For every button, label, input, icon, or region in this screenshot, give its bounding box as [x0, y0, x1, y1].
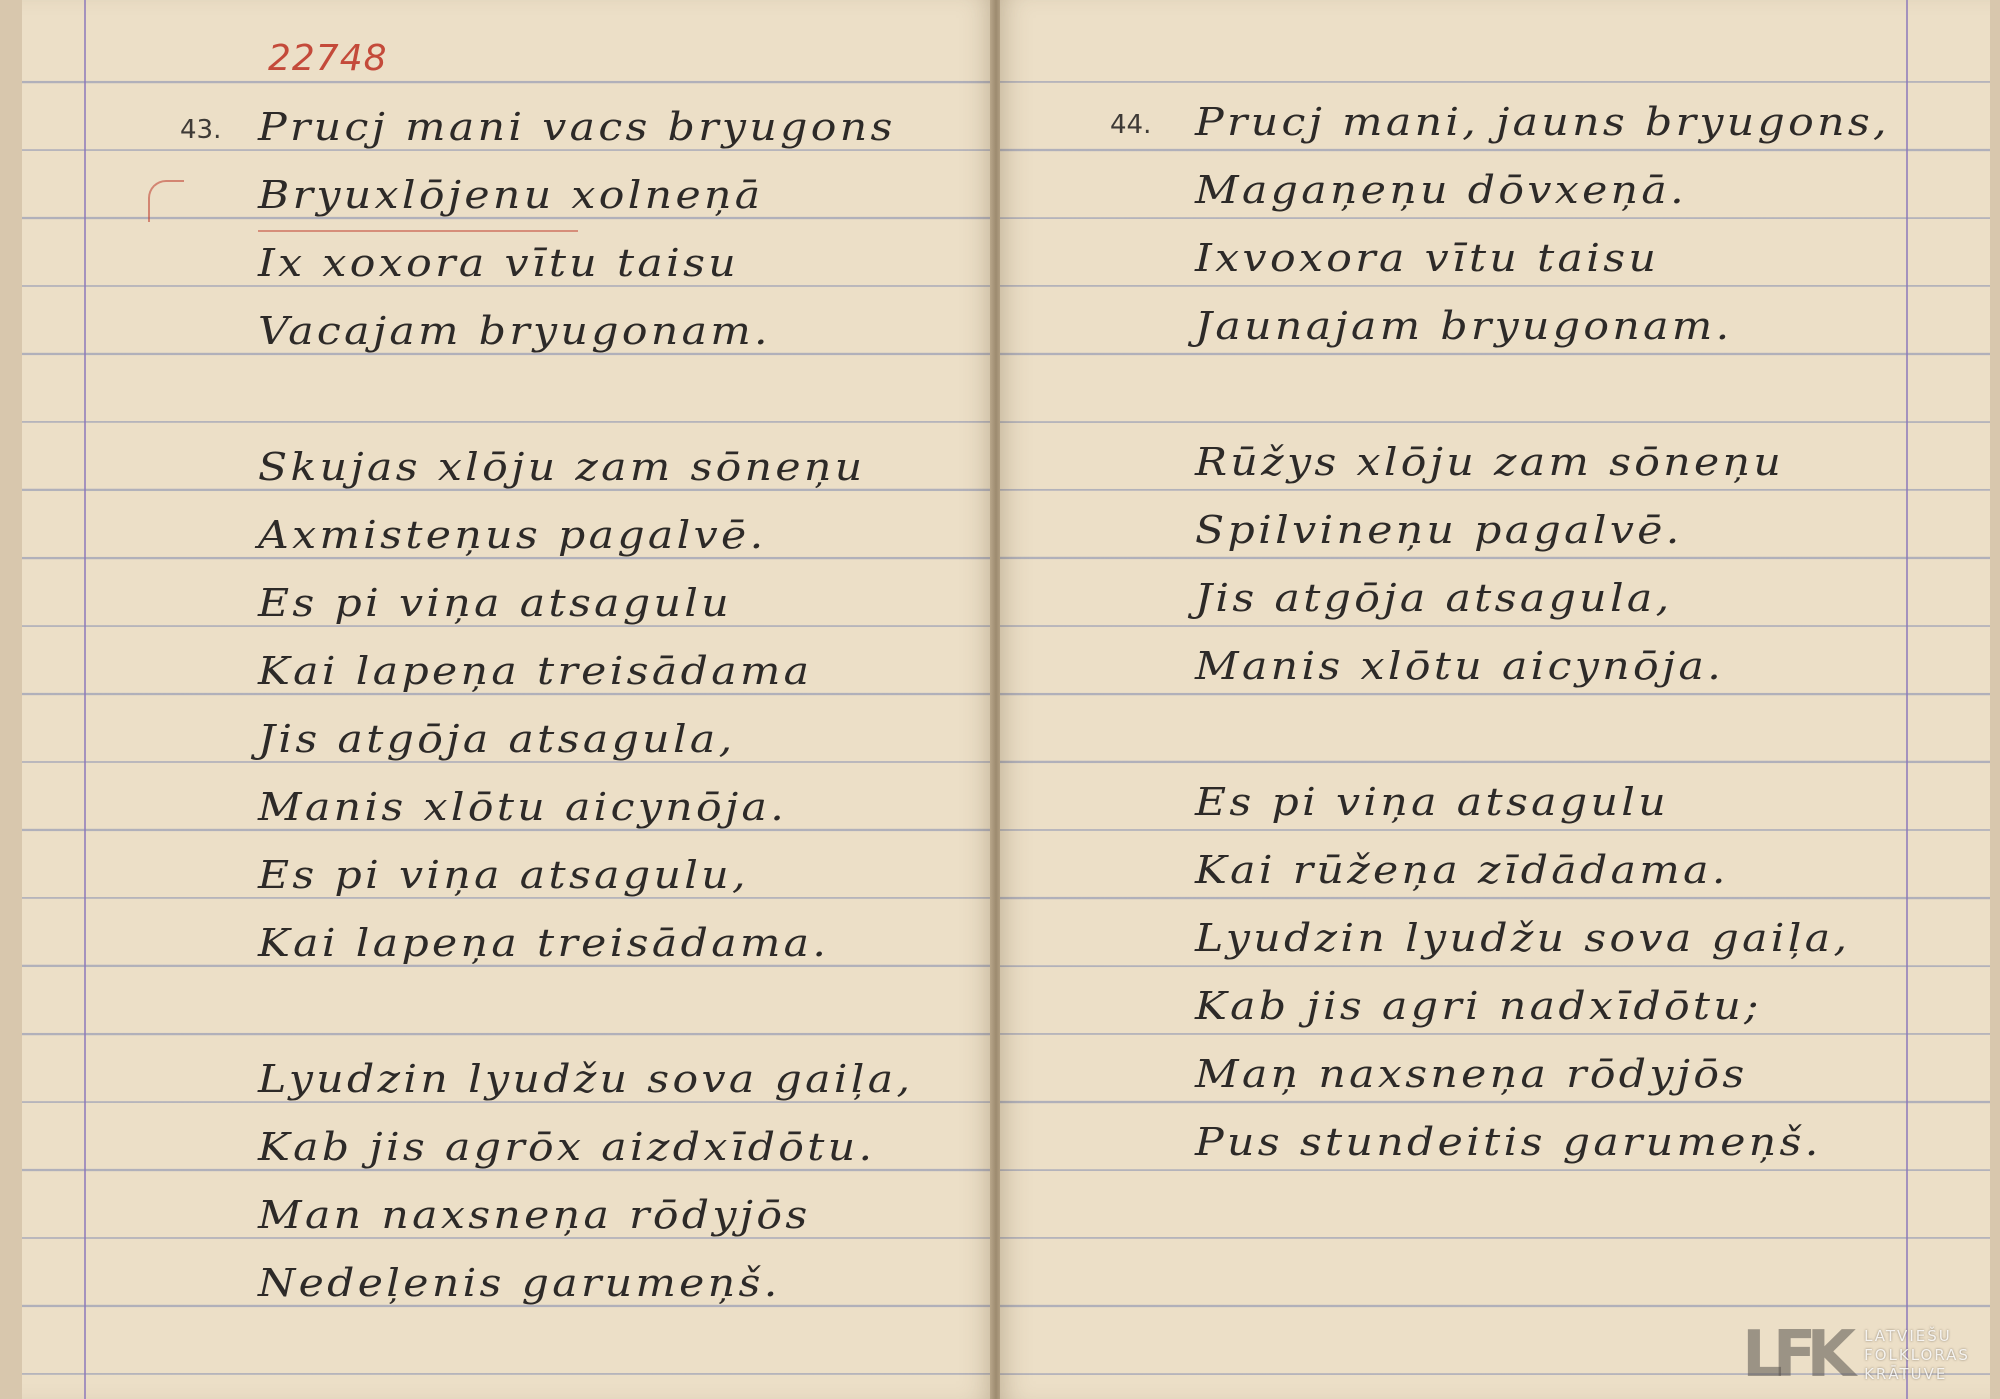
poem-line: Kab jis agrōx aizdxīdōtu. — [258, 1125, 876, 1169]
poem-line: Kai lapeņa treisādama — [258, 649, 813, 693]
logo-line: FOLKLORAS — [1864, 1345, 1970, 1364]
lfk-logo — [1742, 1315, 1992, 1395]
poem-line: Kab jis agri nadxīdōtu; — [1195, 984, 1762, 1028]
poem-line: Pus stundeitis garumeņš. — [1195, 1120, 1822, 1164]
poem-line: Kai rūžeņa zīdādama. — [1195, 848, 1729, 892]
red-pencil-mark — [148, 180, 184, 222]
poem-line: Rūžys xlōju zam sōneņu — [1195, 440, 1785, 484]
poem-line: Lyudzin lyudžu sova gaiļa, — [1195, 916, 1851, 960]
lfk-logo-mark: LFK — [1742, 1318, 1847, 1392]
poem-line: Es pi viņa atsagulu, — [258, 853, 749, 897]
poem-line: Vacajam bryugonam. — [258, 309, 771, 353]
poem-line: Manis xlōtu aicynōja. — [258, 785, 788, 829]
logo-line: LATVIEŠU — [1864, 1326, 1952, 1345]
poem-line: Lyudzin lyudžu sova gaiļa, — [258, 1057, 914, 1101]
poem-line: Es pi viņa atsagulu — [1195, 780, 1670, 824]
poem-line: Prucj mani, jauns bryugons, — [1195, 100, 1890, 144]
poem-line: Jis atgōja atsagula, — [258, 717, 736, 761]
poem-line: Spilvineņu pagalvē. — [1195, 508, 1683, 552]
poem-line: Magaņeņu dōvxeņā. — [1195, 168, 1688, 212]
poem-line: Ixvoxora vītu taisu — [1195, 236, 1660, 280]
poem-line: Man naxsneņa rōdyjōs — [258, 1193, 811, 1237]
poem-line: Manis xlōtu aicynōja. — [1195, 644, 1725, 688]
lfk-logo-text — [1864, 1327, 1970, 1384]
poem-line: Bryuxlōjenu xolneņā — [258, 173, 764, 217]
poem-line: Kai lapeņa treisādama. — [258, 921, 830, 965]
logo-line: KRĀTUVE — [1864, 1364, 1948, 1383]
red-pencil-underline — [258, 230, 578, 232]
poem-line: Axmisteņus pagalvē. — [258, 513, 767, 557]
poem-line: Jaunajam bryugonam. — [1195, 304, 1733, 348]
archive-number: 22748 — [268, 38, 388, 79]
poem-line: Jis atgōja atsagula, — [1195, 576, 1673, 620]
poem-line: Maņ naxsneņa rōdyjōs — [1195, 1052, 1748, 1096]
right-margin-rule — [1906, 0, 1908, 1399]
poem-line: Ix xoxora vītu taisu — [258, 241, 740, 285]
poem-line: Nedeļenis garumeņš. — [258, 1261, 781, 1305]
poem-line: Prucj mani vacs bryugons — [258, 105, 896, 149]
poem-number-44: 44. — [1110, 110, 1152, 140]
poem-number-43: 43. — [180, 115, 222, 145]
poem-line: Skujas xlōju zam sōneņu — [258, 445, 866, 489]
poem-line: Es pi viņa atsagulu — [258, 581, 733, 625]
left-margin-rule — [84, 0, 86, 1399]
